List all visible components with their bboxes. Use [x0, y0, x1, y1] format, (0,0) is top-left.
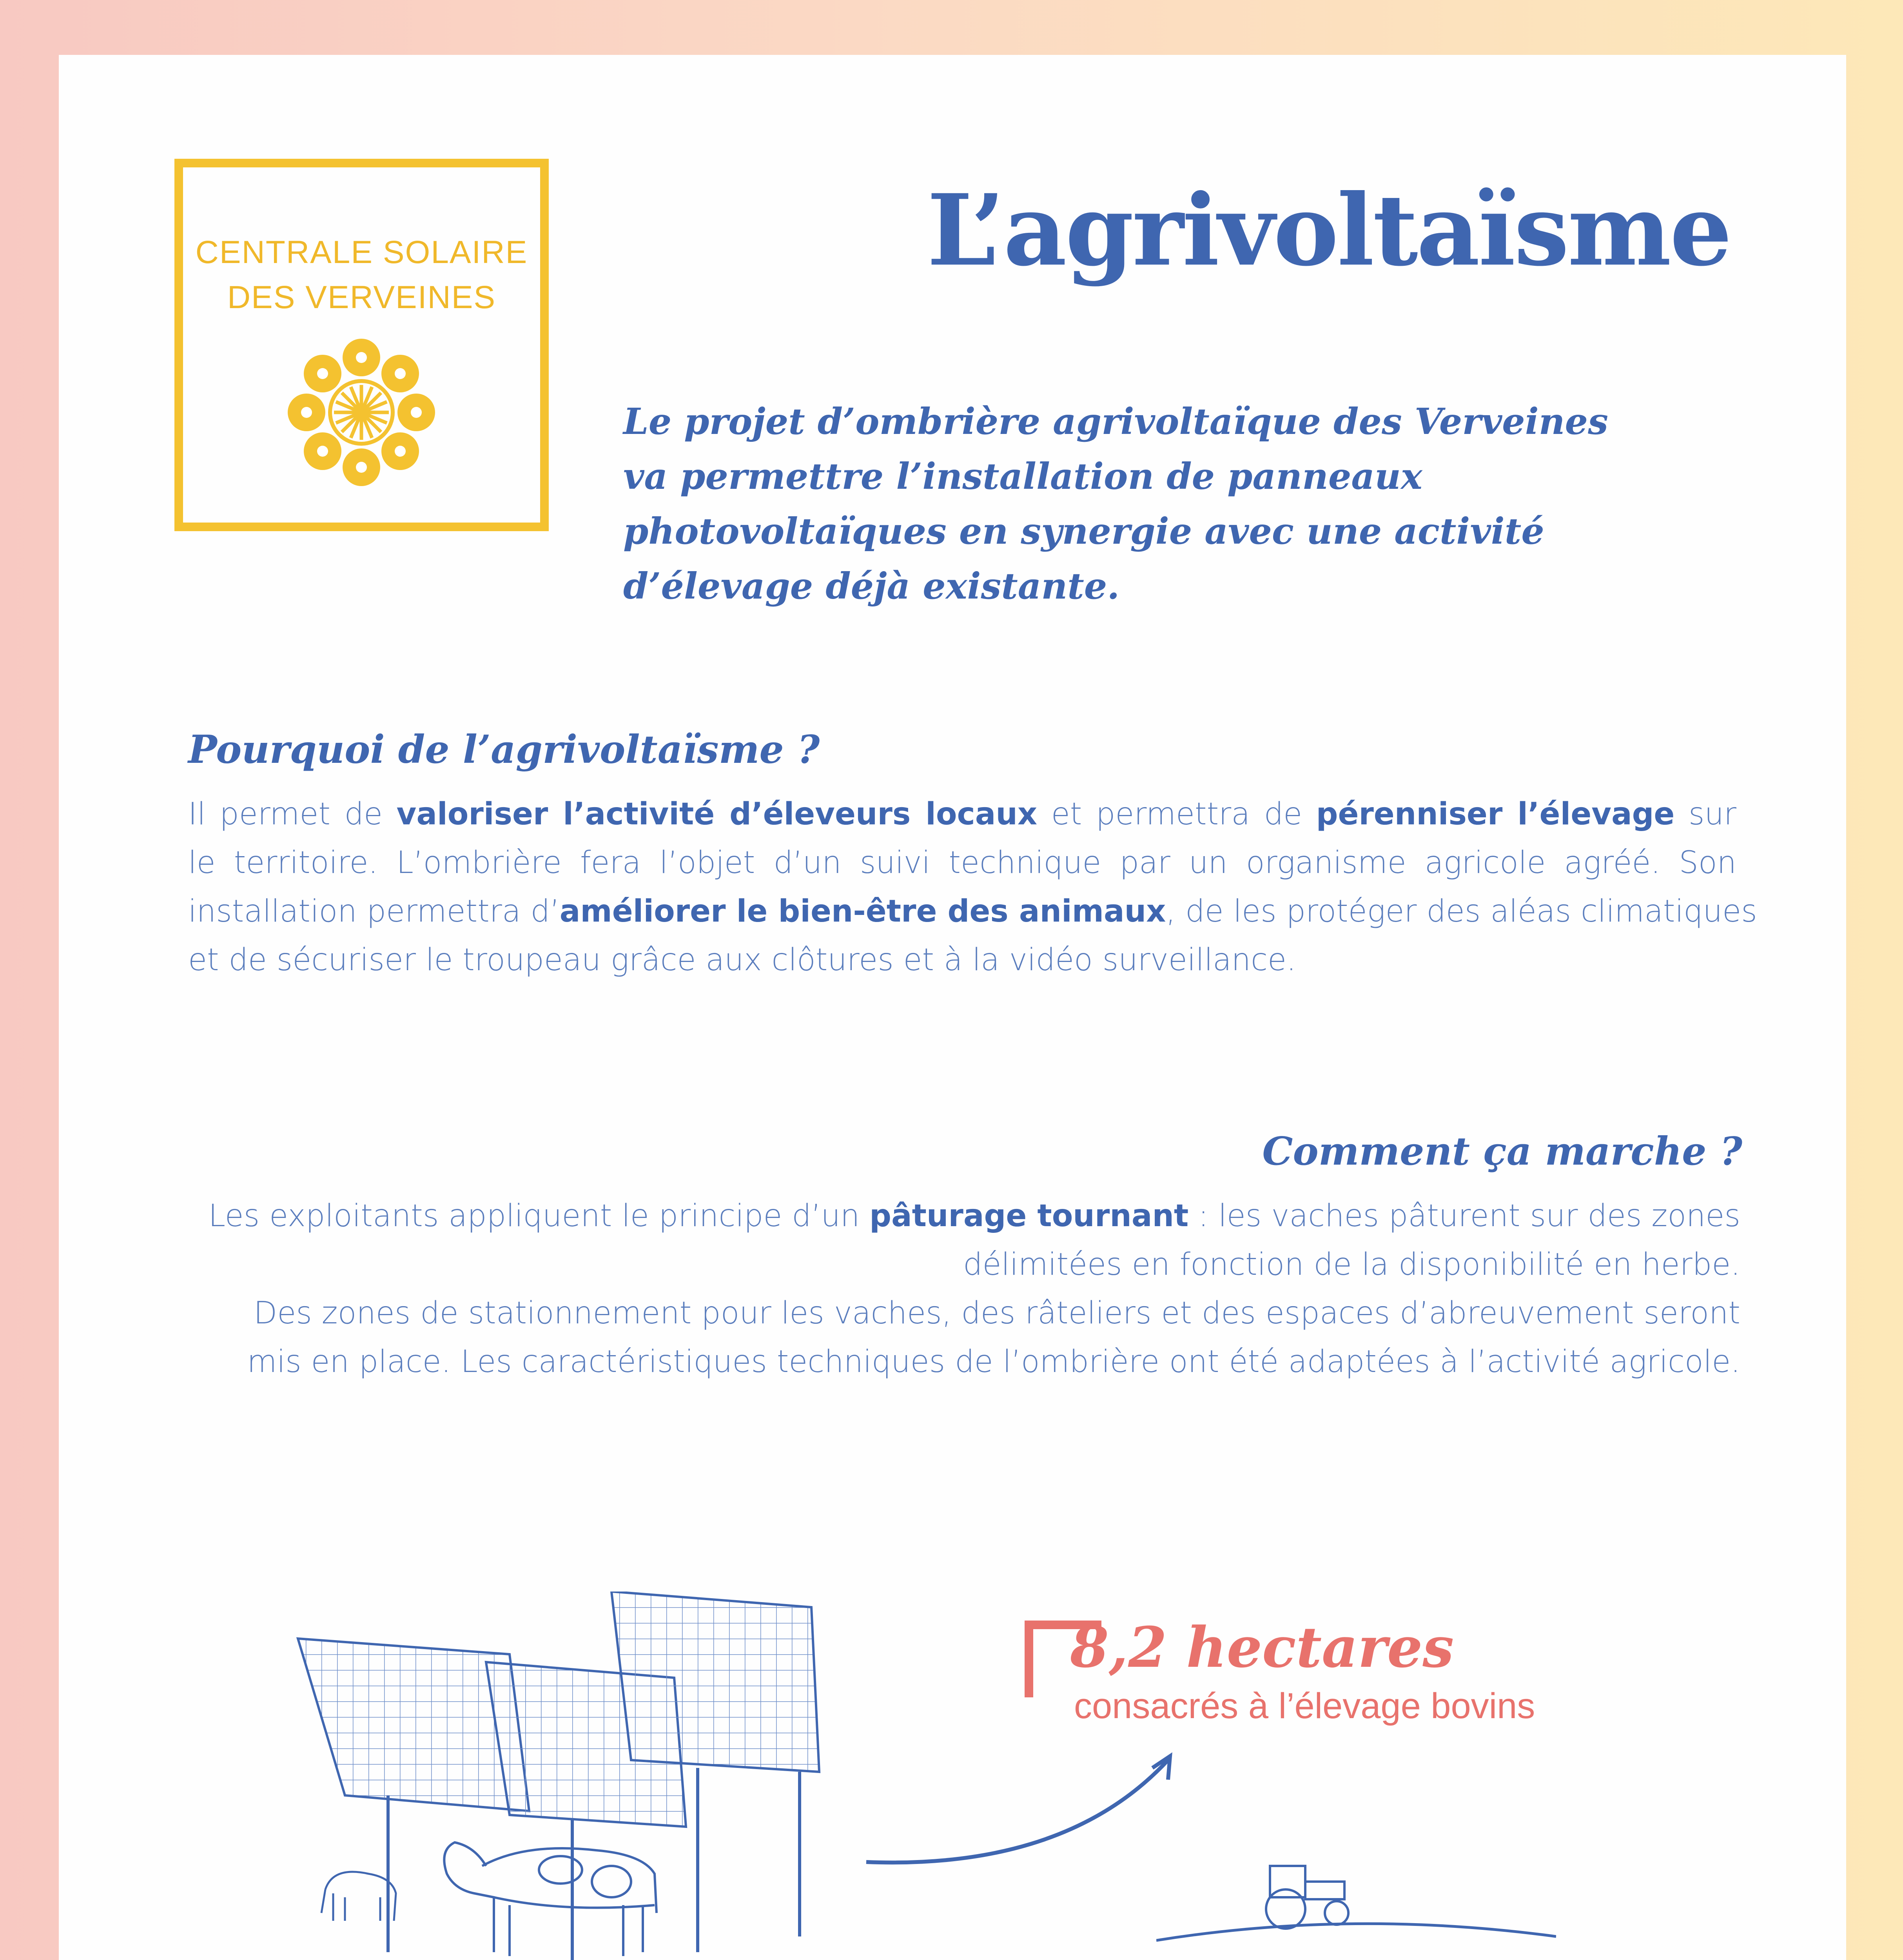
- solar-panels-cows-illustration: [290, 1592, 902, 1960]
- logo-line-2: DES VERVEINES: [227, 279, 496, 315]
- intro-line: photovoltaïques en synergie avec une activité: [623, 510, 1544, 552]
- section2-paragraph: [157, 1192, 1740, 1386]
- section2-line-1: Les exploitants appliquent le principe d’un pâturage tournant : les vaches pâturent sur des zones: [208, 1198, 1740, 1234]
- logo-box: [174, 159, 549, 531]
- sunflower-icon: [281, 332, 442, 493]
- intro-line: d’élevage déjà existante.: [623, 565, 1120, 607]
- section1-heading: Pourquoi de l’agrivoltaïsme ?: [188, 727, 820, 772]
- section2-line-3: Des zones de stationnement pour les vaches, des râteliers et des espaces d’abreuvement seront: [254, 1296, 1740, 1331]
- section1-line-1: Il permet de valoriser l’activité d’éleveurs locaux et permettra de pérenniser l’élevage sur: [188, 797, 1736, 832]
- intro-line: Le projet d’ombrière agrivoltaïque des Verveines: [623, 400, 1608, 443]
- logo-line-1: CENTRALE SOLAIRE: [195, 234, 528, 270]
- section1-line-2: le territoire. L’ombrière fera l’objet d’un suivi technique par un organisme agricole agréé. Son: [188, 845, 1736, 880]
- stat-hectares-label: consacrés à l’élevage bovins: [1074, 1686, 1535, 1726]
- page-title: L’agrivoltaïsme: [927, 172, 1731, 288]
- section1-paragraph: [188, 790, 1757, 984]
- section1-line-3: installation permettra d’améliorer le bien-être des animaux, de les protéger des aléas climatiques: [188, 894, 1757, 929]
- section2-line-4: mis en place. Les caractéristiques techniques de l’ombrière ont été adaptées à l’activité agricole.: [247, 1344, 1740, 1379]
- section2-heading: Comment ça marche ?: [1262, 1129, 1742, 1174]
- arrow-to-hectares: [862, 1744, 1184, 1909]
- section1-line-4: et de sécuriser le troupeau grâce aux clôtures et à la vidéo surveillance.: [188, 942, 1296, 978]
- tractor-icon: [1156, 1850, 1556, 1952]
- intro-paragraph: [623, 394, 1682, 613]
- section2-line-2: délimitées en fonction de la disponibilité en herbe.: [963, 1247, 1740, 1282]
- stat-hectares-value: 8,2 hectares: [1070, 1615, 1454, 1680]
- intro-line: va permettre l’installation de panneaux: [623, 455, 1422, 497]
